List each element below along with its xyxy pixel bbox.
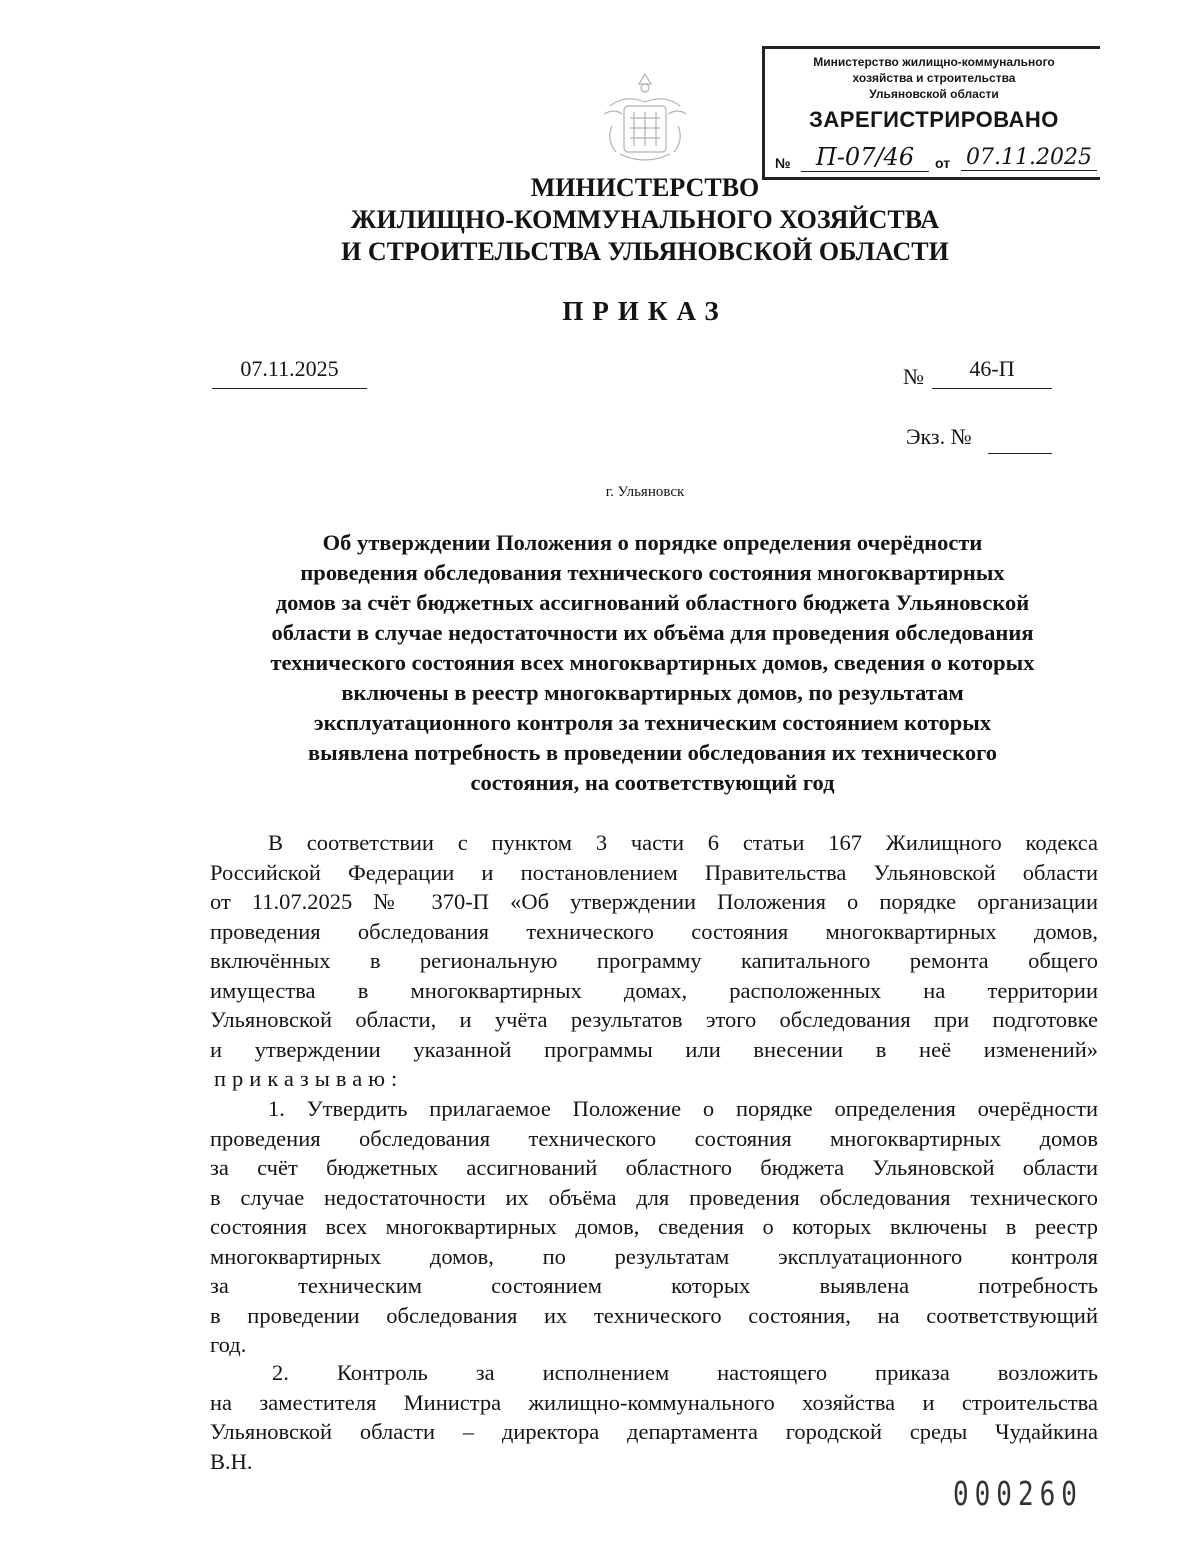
- stamp-number-label: №: [775, 155, 791, 171]
- text-line: В.Н.: [210, 1448, 253, 1474]
- text-line: проведения обследования технического состояния многоквартирных домов: [210, 1125, 1098, 1151]
- stamp-date-label: от: [935, 155, 951, 171]
- city: г. Ульяновск: [605, 484, 685, 500]
- copy-number-blank: [988, 452, 1052, 454]
- stamp-org-line2: хозяйства и строительства: [852, 71, 1016, 85]
- item-1-paragraph: [210, 1094, 1098, 1360]
- serial-number: 000260: [953, 1476, 1083, 1514]
- preamble-paragraph: [210, 828, 1098, 1064]
- document-type: ПРИКАЗ: [562, 296, 728, 326]
- text-line: имущества в многоквартирных домах, расположенных на территории: [210, 977, 1098, 1003]
- text-line: состояния всех многоквартирных домов, сведения о которых включены в реестр: [210, 1214, 1098, 1239]
- text-line: проведения обследования технического состояния многоквартирных домов,: [210, 918, 1098, 944]
- heading-line: области в случае недостаточности их объёма для проведения обследования: [271, 620, 1034, 645]
- order-heading: [205, 528, 1100, 798]
- text-line: за счёт бюджетных ассигнований областного бюджета Ульяновской области: [210, 1155, 1098, 1180]
- org-title-line3: И СТРОИТЕЛЬСТВА УЛЬЯНОВСКОЙ ОБЛАСТИ: [341, 237, 949, 266]
- orders-word: приказываю:: [214, 1066, 404, 1091]
- text-line: включённых в региональную программу капитального ремонта общего: [210, 948, 1098, 973]
- copy-number-label: Экз. №: [906, 424, 972, 449]
- text-line: год.: [210, 1332, 247, 1357]
- heading-line: проведения обследования технического состояния многоквартирных: [300, 560, 1005, 585]
- text-line: за техническим состоянием которых выявлена потребность: [210, 1273, 1098, 1298]
- text-line: 2. Контроль за исполнением настоящего приказа возложить: [272, 1360, 1098, 1385]
- stamp-org-line3: Ульяновской области: [869, 87, 999, 101]
- heading-line: состояния, на соответствующий год: [470, 770, 835, 795]
- registration-stamp: [762, 46, 1100, 180]
- stamp-registered: ЗАРЕГИСТРИРОВАНО: [809, 107, 1059, 132]
- heading-line: выявлена потребность в проведении обследования их технического: [308, 740, 997, 765]
- heading-line: технического состояния всех многоквартирных домов, сведения о которых: [270, 650, 1035, 675]
- stamp-org-line1: Министерство жилищно-коммунального: [813, 55, 1055, 69]
- heading-line: эксплуатационного контроля за техническим состоянием которых: [313, 710, 992, 735]
- coat-of-arms-icon: [590, 66, 700, 176]
- order-number-label: №: [903, 364, 924, 389]
- org-title-line1: МИНИСТЕРСТВО: [530, 173, 760, 202]
- text-line: и утверждении указанной программы или внесении в неё изменений»: [210, 1036, 1098, 1062]
- heading-line: включены в реестр многоквартирных домов, по результатам: [341, 680, 964, 705]
- text-line: многоквартирных домов, по результатам эксплуатационного контроля: [210, 1243, 1098, 1269]
- text-line: в случае недостаточности их объёма для проведения обследования технического: [210, 1184, 1098, 1210]
- item-2-paragraph: [210, 1358, 1098, 1476]
- text-line: Российской Федерации и постановлением Правительства Ульяновской области: [210, 859, 1098, 885]
- stamp-date-value: 07.11.2025: [961, 145, 1097, 171]
- text-line: Ульяновской области, и учёта результатов этого обследования при подготовке: [210, 1007, 1098, 1032]
- text-line: в проведении обследования их технического состояния, на соответствующий: [210, 1302, 1098, 1328]
- text-line: В соответствии с пунктом 3 части 6 статьи 167 Жилищного кодекса: [268, 830, 1098, 855]
- heading-line: домов за счёт бюджетных ассигнований областного бюджета Ульяновской: [275, 590, 1030, 615]
- text-line: 1. Утвердить прилагаемое Положение о порядке определения очерёдности: [268, 1096, 1098, 1121]
- stamp-number-value: П-07/46: [801, 143, 929, 172]
- heading-line: Об утверждении Положения о порядке определения очерёдности: [322, 530, 983, 555]
- text-line: на заместителя Министра жилищно-коммунального хозяйства и строительства: [210, 1389, 1098, 1415]
- text-line: Ульяновской области – директора департамента городской среды Чудайкина: [210, 1419, 1098, 1444]
- order-date: 07.11.2025: [212, 356, 367, 389]
- text-line: от 11.07.2025 № 370-П «Об утверждении Положения о порядке организации: [210, 889, 1098, 914]
- org-title-line2: ЖИЛИЩНО-КОММУНАЛЬНОГО ХОЗЯЙСТВА: [350, 205, 940, 234]
- order-number: 46-П: [932, 356, 1052, 389]
